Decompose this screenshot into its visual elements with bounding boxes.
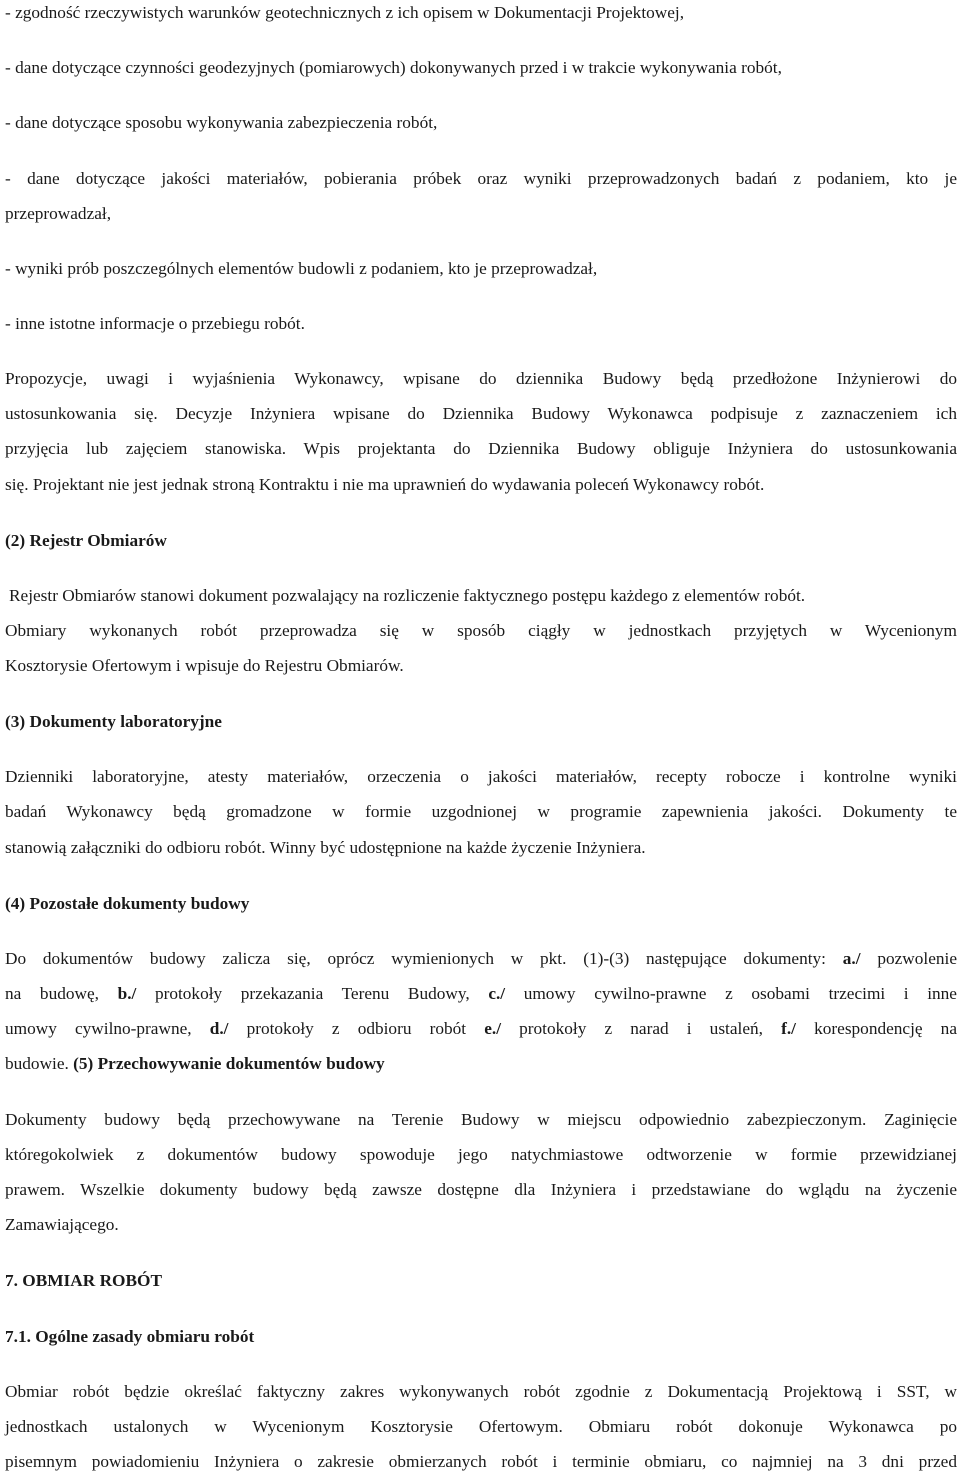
paragraph-line: Rejestr Obmiarów stanowi dokument pozwalający na rozliczenie faktycznego postępu każdego z elementów robót.	[9, 586, 806, 605]
list-marker: f./	[781, 1019, 796, 1038]
subsection-heading: 7.1. Ogólne zasady obmiaru robót	[5, 1327, 255, 1346]
section-heading: (4) Pozostałe dokumenty budowy	[5, 894, 250, 913]
paragraph-line: pisemnym powiadomieniu Inżyniera o zakresie obmierzanych robót i terminie obmiaru, co najmniej na 3 dni przed	[5, 1452, 957, 1471]
paragraph-line: Obmiar robót będzie określać faktyczny zakres wykonywanych robót zgodnie z Dokumentacją Projektową i SST, w	[5, 1382, 957, 1401]
paragraph-line: ustosunkowania się. Decyzje Inżyniera wpisane do Dziennika Budowy Wykonawca podpisuje z zaznaczeniem ich	[5, 404, 957, 423]
list-marker: a./	[842, 949, 861, 968]
chapter-heading: 7. OBMIAR ROBÓT	[5, 1271, 162, 1290]
bullet-item: - zgodność rzeczywistych warunków geotechnicznych z ich opisem w Dokumentacji Projektowej,	[5, 3, 685, 22]
section-heading: (5) Przechowywanie dokumentów budowy	[73, 1054, 385, 1073]
paragraph-line: Dokumenty budowy będą przechowywane na Terenie Budowy w miejscu odpowiednio zabezpieczonym. Zaginięcie	[5, 1110, 957, 1129]
paragraph-line: Propozycje, uwagi i wyjaśnienia Wykonawcy, wpisane do dziennika Budowy będą przedłożone Inżynierowi do	[5, 369, 957, 388]
text-run: protokoły z narad i ustaleń,	[501, 1019, 782, 1038]
bullet-item-continuation: przeprowadzał,	[5, 204, 112, 223]
paragraph-line: Obmiary wykonanych robót przeprowadza się w sposób ciągły w jednostkach przyjętych w Wycenionym	[5, 621, 957, 640]
paragraph-line	[5, 1018, 957, 1040]
section-heading: (2) Rejestr Obmiarów	[5, 531, 167, 550]
bullet-item: - dane dotyczące czynności geodezyjnych (pomiarowych) dokonywanych przed i w trakcie wykonywania robót,	[5, 58, 782, 77]
list-marker: d./	[209, 1019, 229, 1038]
text-run: umowy cywilno-prawne,	[5, 1019, 210, 1038]
paragraph-line: Zamawiającego.	[5, 1215, 119, 1234]
text-run: Do dokumentów budowy zalicza się, oprócz wymienionych w pkt. (1)-(3) następujące dokumenty:	[5, 949, 843, 968]
section-heading: (3) Dokumenty laboratoryjne	[5, 712, 222, 731]
paragraph-line	[5, 948, 957, 970]
list-marker: b./	[117, 984, 137, 1003]
bullet-item: - inne istotne informacje o przebiegu robót.	[5, 314, 305, 333]
paragraph-line: prawem. Wszelkie dokumenty budowy będą zawsze dostępne dla Inżyniera i przedstawiane do wglądu na życzenie	[5, 1180, 957, 1199]
bullet-item: - dane dotyczące sposobu wykonywania zabezpieczenia robót,	[5, 113, 438, 132]
text-run: umowy cywilno-prawne z osobami trzecimi i inne	[505, 984, 957, 1003]
bullet-item: - wyniki prób poszczególnych elementów budowli z podaniem, kto je przeprowadzał,	[5, 259, 598, 278]
bullet-item: - dane dotyczące jakości materiałów, pobierania próbek oraz wyniki przeprowadzonych badań z podaniem, kto je	[5, 169, 957, 188]
paragraph-line: jednostkach ustalonych w Wycenionym Kosztorysie Ofertowym. Obmiaru robót dokonuje Wykonawca po	[5, 1417, 957, 1436]
paragraph-line: się. Projektant nie jest jednak stroną Kontraktu i nie ma uprawnień do wydawania poleceń Wykonawcy robót.	[5, 475, 765, 494]
paragraph-line	[5, 1053, 385, 1075]
paragraph-line: Dzienniki laboratoryjne, atesty materiałów, orzeczenia o jakości materiałów, recepty robocze i kontrolne wyniki	[5, 767, 957, 786]
text-run: budowie.	[5, 1054, 74, 1073]
list-marker: c./	[488, 984, 506, 1003]
text-run: protokoły z odbioru robót	[228, 1019, 485, 1038]
paragraph-line: stanowią załączniki do odbioru robót. Winny być udostępnione na każde życzenie Inżyniera.	[5, 838, 646, 857]
text-run: korespondencję na	[795, 1019, 957, 1038]
text-run: na budowę,	[5, 984, 118, 1003]
paragraph-line: Kosztorysie Ofertowym i wpisuje do Rejestru Obmiarów.	[5, 656, 404, 675]
list-marker: e./	[484, 1019, 501, 1038]
text-run: protokoły przekazania Terenu Budowy,	[136, 984, 489, 1003]
paragraph-line: przyjęcia lub zajęciem stanowiska. Wpis projektanta do Dziennika Budowy obliguje Inżyniera do ustosunkowania	[5, 439, 957, 458]
paragraph-line: badań Wykonawcy będą gromadzone w formie uzgodnionej w programie zapewnienia jakości. Dokumenty te	[5, 802, 957, 821]
paragraph-line: któregokolwiek z dokumentów budowy spowoduje jego natychmiastowe odtworzenie w formie przewidzianej	[5, 1145, 957, 1164]
text-run: pozwolenie	[860, 949, 957, 968]
paragraph-line	[5, 983, 957, 1005]
